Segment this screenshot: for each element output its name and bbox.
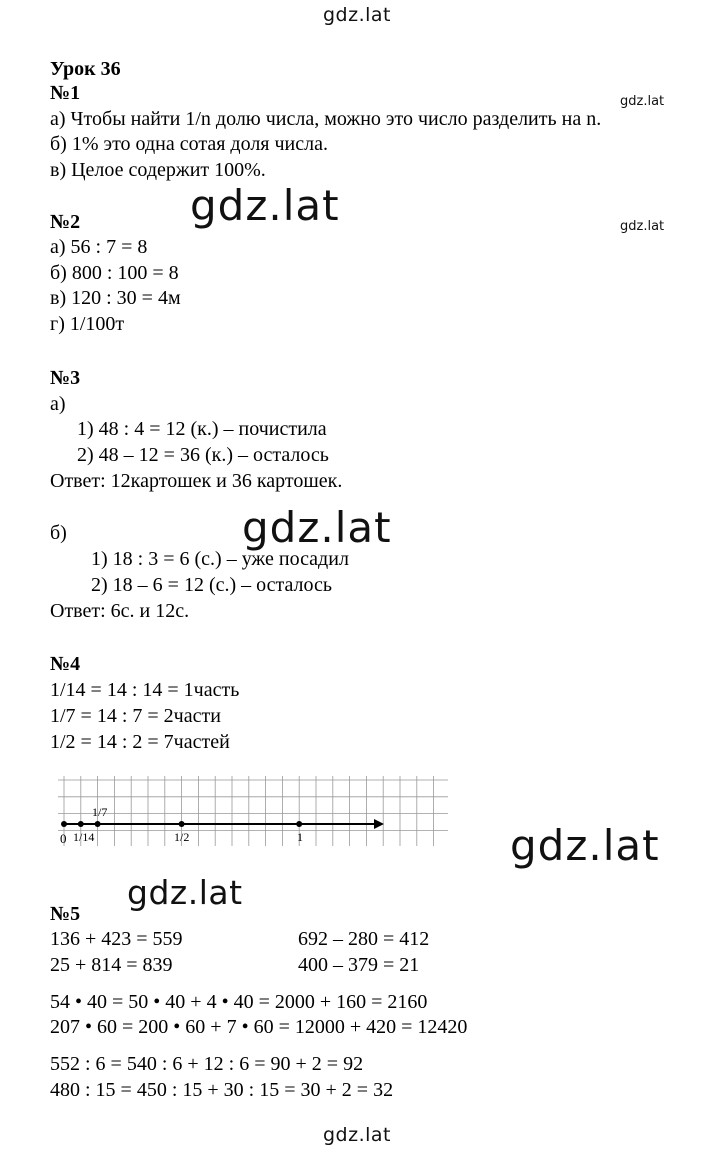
- watermark-bottom: gdz.lat: [323, 1124, 392, 1146]
- task-line: б) 800 : 100 = 8: [50, 262, 179, 284]
- lesson-title: Урок 36: [50, 58, 121, 80]
- task-heading: №3: [50, 367, 81, 389]
- task-line: 400 – 379 = 21: [298, 954, 420, 976]
- task-line: 207 • 60 = 200 • 60 + 7 • 60 = 12000 + 420 = 12420: [50, 1016, 468, 1038]
- label-one-half: 1/2: [174, 830, 190, 844]
- label-one-fourteenth: 1/14: [73, 830, 95, 844]
- task-line: б) 1% это одна сотая доля числа.: [50, 133, 328, 155]
- task-line: 1/2 = 14 : 2 = 7частей: [50, 731, 230, 753]
- task-line: 25 + 814 = 839: [50, 954, 173, 976]
- number-line-point: [179, 821, 185, 827]
- task-line: 692 – 280 = 412: [298, 928, 430, 950]
- task-heading: №4: [50, 653, 81, 675]
- number-line-point: [95, 821, 101, 827]
- task-line: 54 • 40 = 50 • 40 + 4 • 40 = 2000 + 160 = 2160: [50, 991, 428, 1013]
- task-line: а) Чтобы найти 1/n долю числа, можно это число разделить на n.: [50, 108, 602, 130]
- task-line: 552 : 6 = 540 : 6 + 12 : 6 = 90 + 2 = 92: [50, 1053, 364, 1075]
- axis-arrowhead: [374, 819, 384, 829]
- number-line-point: [61, 821, 67, 827]
- task-line: г) 1/100т: [50, 313, 125, 335]
- part-label: б): [50, 522, 67, 544]
- label-one: 1: [297, 830, 303, 844]
- task-heading: №2: [50, 211, 81, 233]
- part-label: а): [50, 393, 66, 415]
- task-line: 1/14 = 14 : 14 = 1часть: [50, 679, 240, 701]
- answer-line: Ответ: 12картошек и 36 картошек.: [50, 470, 343, 492]
- label-zero: 0: [60, 831, 67, 846]
- task-line: 1/7 = 14 : 7 = 2части: [50, 705, 221, 727]
- label-one-seventh: 1/7: [92, 805, 108, 819]
- task-line: в) 120 : 30 = 4м: [50, 287, 181, 309]
- task-line: 1) 48 : 4 = 12 (к.) – почистила: [77, 418, 327, 440]
- answer-line: Ответ: 6с. и 12с.: [50, 600, 190, 622]
- task-heading: №5: [50, 903, 81, 925]
- task-line: 136 + 423 = 559: [50, 928, 183, 950]
- task-heading: №1: [50, 82, 81, 104]
- watermark-small: gdz.lat: [620, 219, 665, 234]
- watermark-small: gdz.lat: [620, 94, 665, 109]
- watermark-large: gdz.lat: [510, 821, 660, 870]
- task-line: 2) 48 – 12 = 36 (к.) – осталось: [77, 444, 329, 466]
- task-line: 1) 18 : 3 = 6 (с.) – уже посадил: [91, 548, 349, 570]
- task-line: 2) 18 – 6 = 12 (с.) – осталось: [91, 574, 333, 596]
- watermark-top: gdz.lat: [323, 4, 392, 26]
- watermark-medium: gdz.lat: [127, 873, 243, 912]
- number-line-point: [78, 821, 84, 827]
- number-line-point: [296, 821, 302, 827]
- grid-paper: [58, 776, 448, 846]
- watermark-large: gdz.lat: [242, 503, 392, 552]
- watermark-large: gdz.lat: [190, 181, 340, 230]
- task-line: а) 56 : 7 = 8: [50, 236, 148, 258]
- task-line: 480 : 15 = 450 : 15 + 30 : 15 = 30 + 2 = 32: [50, 1079, 394, 1101]
- task-line: в) Целое содержит 100%.: [50, 159, 266, 181]
